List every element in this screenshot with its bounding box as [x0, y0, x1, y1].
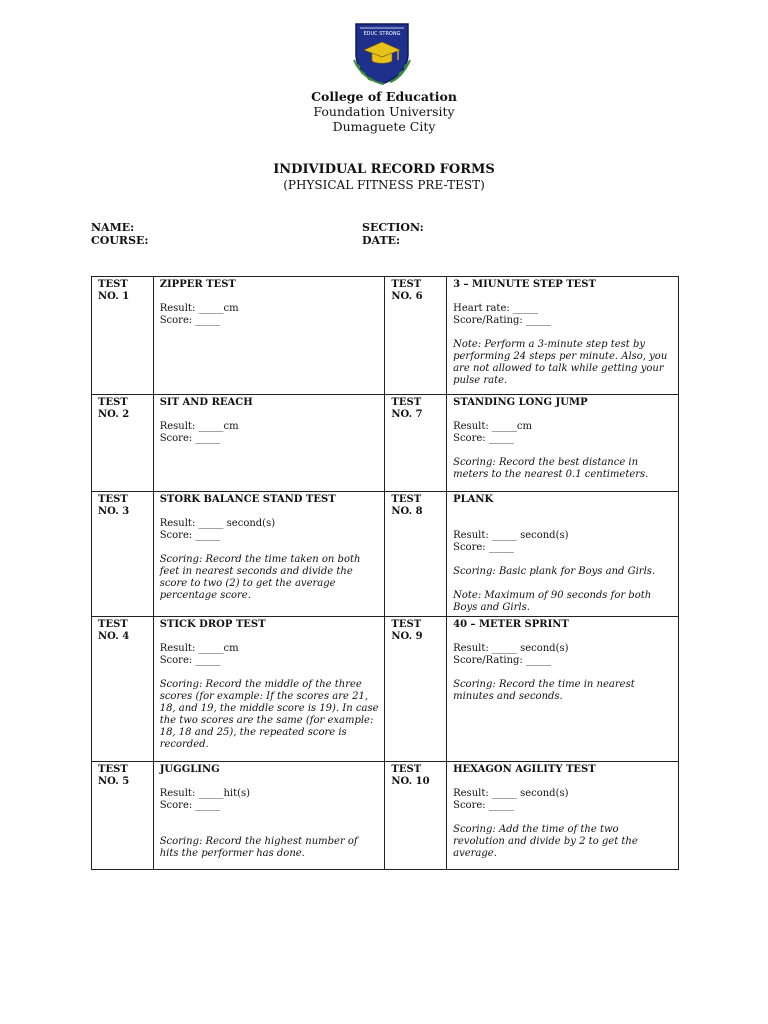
svg-text:EDUC STRONG: EDUC STRONG	[363, 31, 401, 37]
result-line: Result: _____cm	[159, 421, 239, 432]
table-row	[92, 277, 679, 395]
test-number-label: TEST	[391, 764, 422, 775]
test-number-cell	[92, 277, 154, 395]
name-field-label: NAME:	[91, 221, 135, 234]
college-name: College of Education	[311, 89, 457, 104]
test-name: STICK DROP TEST	[159, 619, 266, 630]
test-detail-cell	[447, 277, 679, 395]
test-name: JUGGLING	[159, 764, 220, 775]
test-detail-cell	[153, 277, 385, 395]
result-line: Result: _____ second(s)	[453, 788, 569, 799]
result-line: Score: _____	[159, 315, 221, 326]
test-number-label: NO. 9	[391, 631, 423, 642]
scoring-note: Scoring: Record the time taken on both feet in nearest seconds and divide the score to two (2) to get the average percentage score.	[159, 554, 361, 601]
test-number-cell	[385, 395, 447, 492]
result-line: Score/Rating: _____	[453, 655, 551, 666]
test-number-cell	[385, 492, 447, 617]
test-number-label: TEST	[98, 619, 128, 630]
test-number-label: NO. 8	[391, 506, 423, 517]
test-number-cell	[385, 617, 447, 762]
result-line: Result: _____hit(s)	[159, 788, 251, 799]
test-detail-cell	[153, 762, 385, 870]
test-number-label: TEST	[391, 619, 422, 630]
table-row	[92, 762, 679, 870]
test-name: STORK BALANCE STAND TEST	[159, 494, 336, 505]
test-number-label: TEST	[98, 397, 128, 408]
test-number-label: NO. 2	[98, 409, 130, 420]
test-number-cell	[92, 395, 154, 492]
result-line: Heart rate: _____	[453, 303, 538, 314]
test-number-cell	[385, 762, 447, 870]
date-field-label: DATE:	[362, 234, 401, 247]
test-detail-cell	[447, 492, 679, 617]
test-number-label: NO. 4	[98, 631, 130, 642]
section-field-label: SECTION:	[362, 221, 424, 234]
test-detail-cell	[447, 617, 679, 762]
test-number-label: TEST	[391, 397, 422, 408]
scoring-note: Note: Maximum of 90 seconds for both Boys and Girls.	[453, 590, 652, 613]
scoring-note: Scoring: Record the middle of the three scores (for example: If the scores are 21, 18, and 19, the middle score is 19). In case the two scores are the same (for example: 18, 18 and 25), the repeated score is recorded.	[159, 679, 379, 750]
test-number-label: TEST	[98, 764, 128, 775]
test-number-label: TEST	[98, 494, 128, 505]
university-name: Foundation University	[313, 104, 455, 119]
scoring-note: Scoring: Basic plank for Boys and Girls.	[453, 566, 656, 577]
result-line: Score: _____	[159, 655, 221, 666]
scoring-note: Scoring: Record the highest number of hits the performer has done.	[159, 836, 358, 859]
test-name: HEXAGON AGILITY TEST	[453, 764, 596, 775]
course-field-label: COURSE:	[91, 234, 149, 247]
test-detail-cell	[447, 395, 679, 492]
result-line: Result: _____cm	[159, 643, 239, 654]
result-line: Score: _____	[453, 542, 514, 553]
form-title-main: INDIVIDUAL RECORD FORMS	[273, 162, 495, 177]
result-line: Score: _____	[159, 800, 221, 811]
scoring-note: Scoring: Record the best distance in meters to the nearest 0.1 centimeters.	[453, 457, 649, 480]
test-detail-cell	[153, 492, 385, 617]
test-number-cell	[92, 617, 154, 762]
test-number-cell	[385, 277, 447, 395]
result-line: Score/Rating: _____	[453, 315, 551, 326]
test-detail-cell	[153, 395, 385, 492]
test-number-label: NO. 5	[98, 776, 130, 787]
test-number-label: NO. 7	[391, 409, 423, 420]
result-line: Result: _____ second(s)	[453, 643, 569, 654]
test-name: PLANK	[453, 494, 494, 505]
test-name: STANDING LONG JUMP	[453, 397, 588, 408]
result-line: Result: _____cm	[453, 421, 532, 432]
test-name: 3 – MIUNUTE STEP TEST	[453, 279, 596, 290]
test-number-label: TEST	[98, 279, 128, 290]
form-title	[0, 162, 768, 193]
city-name: Dumaguete City	[332, 119, 436, 134]
test-detail-cell	[153, 617, 385, 762]
test-number-label: NO. 6	[391, 291, 423, 302]
result-line	[453, 518, 673, 530]
test-number-label: NO. 3	[98, 506, 130, 517]
table-row	[92, 492, 679, 617]
form-title-sub: (PHYSICAL FITNESS PRE-TEST)	[283, 178, 485, 192]
test-name: ZIPPER TEST	[159, 279, 236, 290]
result-line: Result: _____ second(s)	[453, 530, 569, 541]
test-number-label: TEST	[391, 494, 422, 505]
result-line: Score: _____	[453, 433, 514, 444]
university-seal-icon	[350, 20, 414, 86]
result-line: Result: _____cm	[159, 303, 239, 314]
scoring-note: Scoring: Add the time of the two revolution and divide by 2 to get the average.	[453, 824, 638, 859]
test-detail-cell	[447, 762, 679, 870]
test-number-cell	[92, 492, 154, 617]
table-row	[92, 395, 679, 492]
test-number-label: NO. 10	[391, 776, 430, 787]
result-line: Score: _____	[159, 433, 221, 444]
test-number-label: NO. 1	[98, 291, 130, 302]
scoring-note: Scoring: Record the time in nearest minutes and seconds.	[453, 679, 635, 702]
test-name: SIT AND REACH	[159, 397, 253, 408]
result-line: Result: _____ second(s)	[159, 518, 276, 529]
test-name: 40 – METER SPRINT	[453, 619, 569, 630]
document-header	[0, 89, 768, 134]
result-line: Score: _____	[453, 800, 514, 811]
test-number-cell	[92, 762, 154, 870]
table-row	[92, 617, 679, 762]
result-line: Score: _____	[159, 530, 221, 541]
scoring-note: Note: Perform a 3-minute step test by performing 24 steps per minute. Also, you are not allowed to talk while getting your pulse rate.	[453, 339, 668, 386]
record-table	[91, 276, 679, 870]
test-number-label: TEST	[391, 279, 422, 290]
